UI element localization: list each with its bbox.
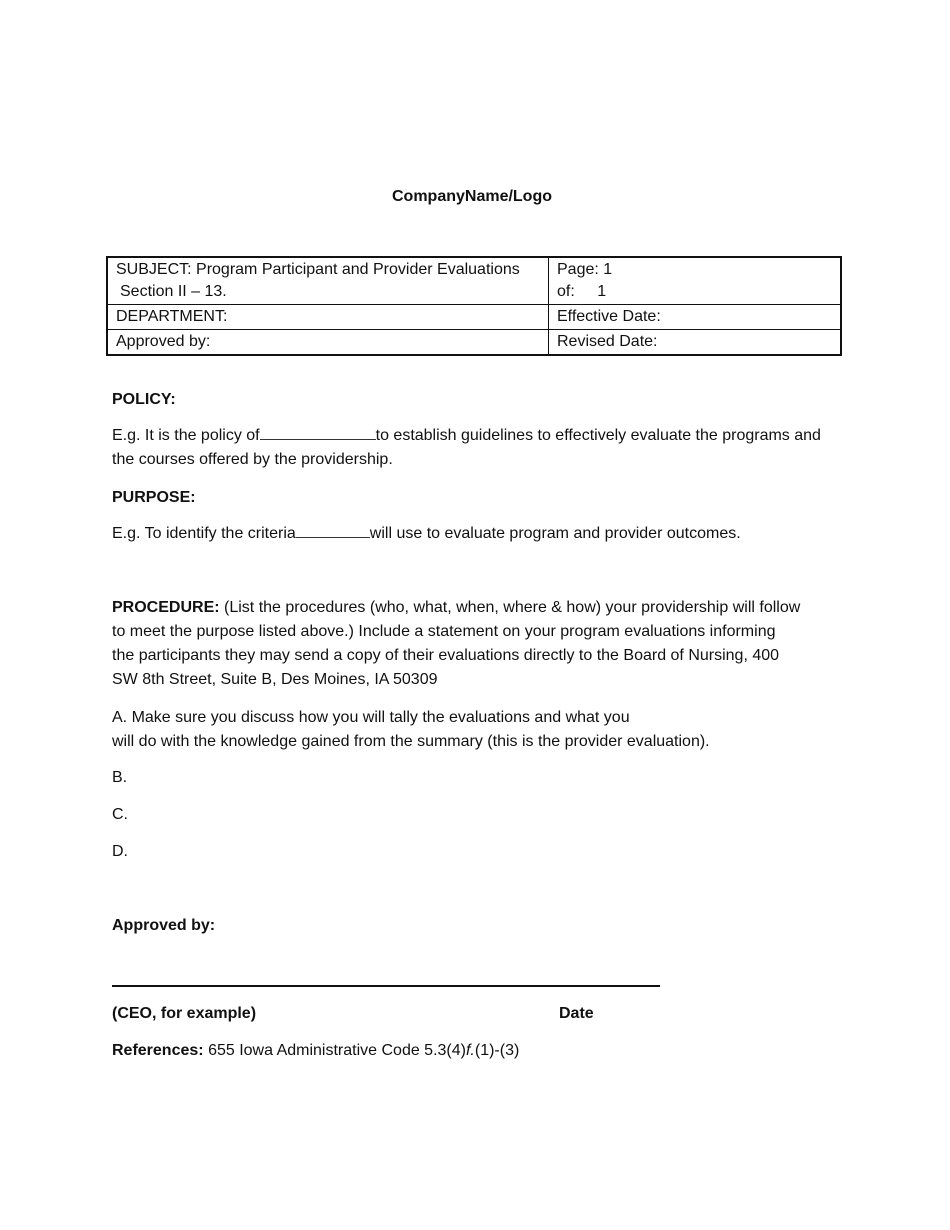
signer-label: (CEO, for example) — [112, 1005, 257, 1022]
signature-line — [112, 985, 660, 987]
procedure-item-a-line1: A. Make sure you discuss how you will tally the evaluations and what you — [112, 709, 630, 726]
company-name-logo: CompanyName/Logo — [391, 188, 552, 205]
revised-date-cell: Revised Date: — [549, 330, 842, 356]
references-text-italic: f. — [465, 1042, 475, 1059]
policy-header-table — [106, 256, 842, 356]
department-cell: DEPARTMENT: — [107, 305, 549, 330]
section-text: Section II – 13. — [120, 283, 227, 300]
purpose-text-before: E.g. To identify the criteria — [112, 525, 296, 542]
approved-by-cell: Approved by: — [107, 330, 549, 356]
procedure-item-c: C. — [112, 806, 128, 823]
procedure-item-d: D. — [112, 843, 128, 860]
page-text: Page: 1 — [557, 261, 613, 278]
policy-heading: POLICY: — [112, 391, 176, 408]
effective-date-cell: Effective Date: — [549, 305, 842, 330]
page-of-label: of: — [557, 283, 575, 300]
date-label: Date — [559, 1005, 594, 1022]
references-text-before: 655 Iowa Administrative Code 5.3(4) — [208, 1042, 466, 1059]
procedure-text: (List the procedures (who, what, when, where & how) your providership will follow to meet the purpose listed above.) Include a statement on your program evaluations informing the participants they may send a copy of their evaluations directly to the Board of Nursing, 400 SW 8th Street, Suite B, Des Moines, IA 50309 — [112, 599, 801, 688]
purpose-text — [112, 522, 832, 546]
table-row-subject — [107, 257, 841, 305]
page-of-value: 1 — [597, 283, 607, 300]
references-label: References: — [112, 1042, 204, 1059]
procedure-item-a — [112, 706, 832, 754]
subject-cell — [107, 257, 549, 305]
purpose-text-after: will use to evaluate program and provider outcomes. — [369, 525, 741, 542]
policy-text — [112, 424, 837, 472]
policy-text-before: E.g. It is the policy of — [112, 427, 260, 444]
procedure-item-a-line2: will do with the knowledge gained from the summary (this is the provider evaluation). — [112, 733, 710, 750]
purpose-blank-field — [296, 523, 370, 538]
page-of — [557, 281, 832, 303]
page-cell — [549, 257, 842, 305]
approved-by-heading: Approved by: — [112, 917, 216, 934]
purpose-heading: PURPOSE: — [112, 489, 196, 506]
subject-text: SUBJECT: Program Participant and Provider Evaluations — [116, 261, 520, 278]
references-text-after: (1)-(3) — [474, 1042, 520, 1059]
table-row-approved — [107, 330, 841, 356]
references-line — [112, 1039, 832, 1063]
procedure-paragraph — [112, 596, 802, 692]
procedure-item-b: B. — [112, 769, 128, 786]
procedure-heading: PROCEDURE: — [112, 599, 220, 616]
table-row-department — [107, 305, 841, 330]
policy-text-after: to establish guidelines to effectively evaluate the programs and the courses offered by the providership. — [112, 427, 821, 468]
policy-blank-field — [260, 425, 376, 440]
